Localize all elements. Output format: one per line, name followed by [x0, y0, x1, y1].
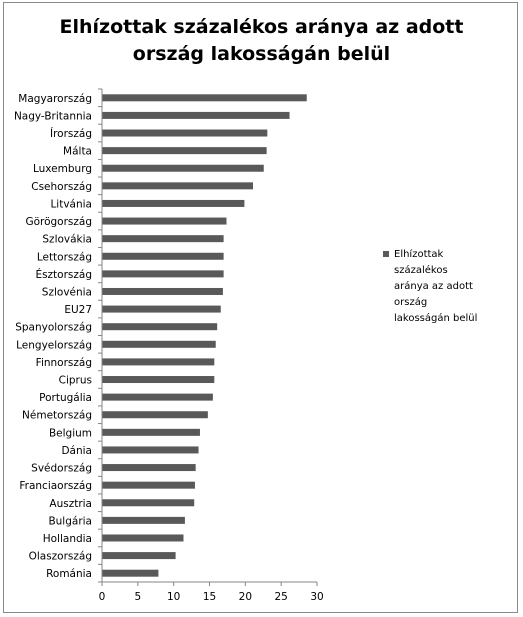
bar — [103, 200, 245, 207]
bar — [103, 482, 195, 489]
bar — [103, 253, 224, 260]
x-tick-label: 15 — [202, 591, 217, 603]
category-label: Magyarország — [18, 92, 92, 105]
bar — [103, 341, 216, 348]
category-label: Észtország — [35, 268, 92, 281]
x-tick-label: 5 — [134, 591, 142, 603]
legend-label-line: Elhízottak — [394, 249, 444, 260]
category-label: Ausztria — [49, 497, 92, 510]
x-tick-label: 10 — [166, 591, 181, 603]
category-label: Málta — [63, 145, 92, 158]
legend-label-line: lakosságán belül — [394, 313, 478, 324]
bar — [103, 394, 213, 401]
bar — [103, 464, 196, 471]
bar — [103, 112, 290, 119]
category-label: Franciaország — [19, 480, 92, 493]
category-label: Lengyelország — [16, 339, 92, 352]
bar — [103, 130, 268, 137]
bar — [103, 376, 215, 383]
bar — [103, 570, 159, 577]
legend-label-line: aránya az adott — [394, 281, 473, 292]
bar — [103, 235, 224, 242]
category-label: Ciprus — [58, 374, 92, 387]
chart-title-line-1: Elhízottak százalékos aránya az adott — [59, 16, 464, 38]
category-label: Németország — [22, 409, 92, 422]
x-tick-label: 25 — [274, 591, 288, 603]
category-label: Írország — [49, 128, 92, 141]
category-label: Dánia — [61, 444, 92, 457]
category-label: Litvánia — [50, 198, 92, 211]
category-label: Csehország — [31, 180, 92, 193]
bar — [103, 323, 218, 330]
bar — [103, 358, 215, 365]
legend-label-line: ország — [394, 297, 428, 308]
category-label: Nagy-Britannia — [13, 110, 92, 123]
bar — [103, 270, 224, 277]
bar — [103, 218, 227, 225]
bar — [103, 429, 200, 436]
category-label: Belgium — [48, 427, 92, 440]
category-label: Spanyolország — [15, 321, 92, 334]
category-label: Hollandia — [42, 532, 92, 545]
x-tick-label: 20 — [238, 591, 253, 603]
category-label: EU27 — [64, 304, 92, 317]
bar — [103, 446, 199, 453]
bar — [103, 147, 267, 154]
category-label: Svédország — [31, 462, 92, 475]
legend-label-line: százalékos — [394, 265, 448, 276]
bar — [103, 165, 264, 172]
x-tick-label: 0 — [98, 591, 106, 603]
legend-swatch — [383, 251, 389, 257]
category-label: Szlovénia — [41, 286, 92, 299]
chart-title-line-2: ország lakosságán belül — [132, 43, 391, 65]
bar — [103, 534, 184, 541]
bar — [103, 552, 176, 559]
bar — [103, 517, 185, 524]
category-label: Szlovákia — [42, 233, 92, 246]
category-label: Románia — [46, 568, 92, 581]
bar — [103, 306, 221, 313]
bar — [103, 288, 223, 295]
x-tick-label: 30 — [310, 591, 324, 603]
category-label: Görögország — [25, 216, 92, 229]
category-label: Luxemburg — [32, 163, 92, 176]
category-label: Portugália — [39, 392, 92, 405]
category-label: Lettország — [36, 251, 92, 264]
bar — [103, 182, 254, 189]
category-label: Bulgária — [48, 515, 92, 528]
bar — [103, 94, 307, 101]
bar — [103, 411, 208, 418]
category-label: Olaszország — [28, 550, 92, 563]
category-label: Finnország — [35, 356, 92, 369]
bar — [103, 499, 195, 506]
legend-label — [394, 247, 499, 327]
